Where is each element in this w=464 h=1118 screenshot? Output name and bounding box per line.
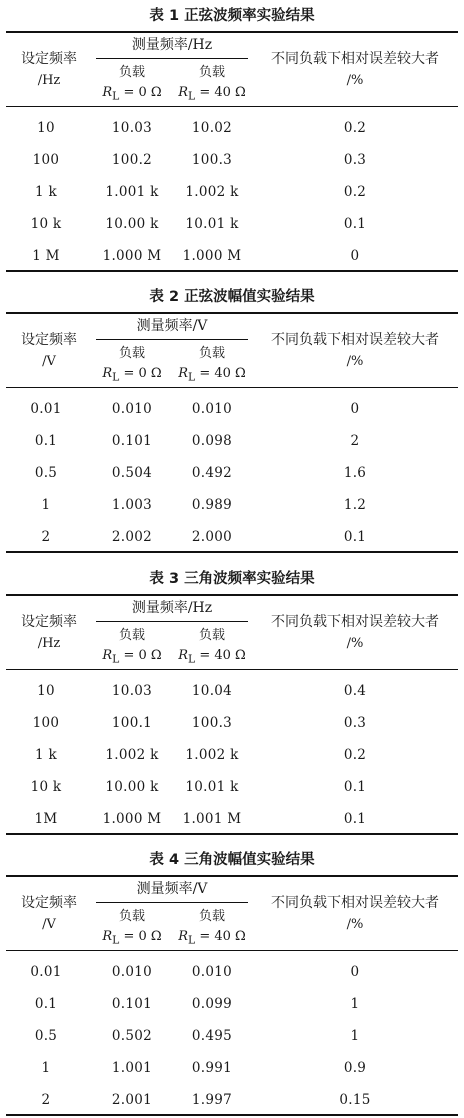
load-label: 负载: [198, 628, 225, 643]
set-unit-header: /Hz: [37, 73, 61, 88]
rl-subscript: L: [112, 89, 120, 103]
measured-header: 测量频率/Hz: [131, 600, 213, 616]
error-header: 不同负载下相对误差较大者: [271, 614, 439, 630]
header-rule: [6, 669, 458, 670]
rl-symbol: R: [102, 648, 113, 663]
rl-symbol: R: [178, 366, 188, 381]
set-value: 10 k: [30, 216, 62, 232]
err-value: 1: [350, 1028, 360, 1044]
r0-value: 0.504: [111, 465, 153, 481]
error-unit-header: /%: [346, 73, 364, 88]
set-value: 0.5: [34, 465, 58, 481]
err-value: 0: [350, 401, 360, 417]
load-label: 负载: [118, 346, 145, 361]
r40-value: 1.002 k: [185, 747, 239, 763]
error-unit-header: /%: [346, 917, 364, 932]
r40-value: 1.002 k: [185, 184, 239, 200]
set-value: 1: [41, 497, 51, 513]
bottom-rule: [6, 551, 458, 553]
header-rule: [6, 106, 458, 107]
r0-value: 2.001: [111, 1092, 153, 1108]
err-value: 2: [350, 433, 360, 449]
top-rule: [6, 31, 458, 33]
err-value: 1.6: [343, 465, 367, 481]
rl-value: = 0 Ω: [123, 366, 162, 381]
load-label: 负载: [198, 909, 225, 924]
rl-0-label: [92, 365, 172, 386]
err-value: 0: [350, 248, 360, 264]
set-value: 1 k: [35, 184, 57, 200]
rl-40-label: [172, 928, 252, 949]
group-rule: [96, 621, 248, 622]
table-1: [6, 2, 458, 272]
r40-value: 0.495: [191, 1028, 233, 1044]
r40-value: 0.010: [191, 964, 233, 980]
err-value: 0.1: [343, 779, 367, 795]
load-label: 负载: [198, 346, 225, 361]
set-value: 10 k: [30, 779, 62, 795]
err-value: 1.2: [343, 497, 367, 513]
rl-value: = 40 Ω: [199, 85, 246, 100]
r0-value: 10.00 k: [105, 779, 159, 795]
bottom-rule: [6, 833, 458, 835]
r40-value: 0.099: [191, 996, 233, 1012]
r40-value: 0.010: [191, 401, 233, 417]
err-value: 0.4: [343, 683, 367, 699]
rl-subscript: L: [112, 652, 120, 666]
set-value: 0.5: [34, 1028, 58, 1044]
set-value: 100: [32, 152, 60, 168]
load-label: 负载: [118, 909, 145, 924]
r0-value: 10.00 k: [105, 216, 159, 232]
table-body: [6, 112, 458, 272]
r40-value: 10.02: [191, 120, 233, 136]
table-body: [6, 675, 458, 835]
r40-value: 0.991: [191, 1060, 233, 1076]
rl-value: = 40 Ω: [199, 366, 246, 381]
top-rule: [6, 875, 458, 877]
rl-subscript: L: [187, 933, 196, 947]
set-value: 10: [37, 683, 55, 699]
err-value: 0.15: [339, 1092, 371, 1108]
r40-value: 10.01 k: [185, 779, 239, 795]
r0-value: 10.03: [111, 120, 153, 136]
set-value: 0.01: [30, 964, 62, 980]
set-value: 0.01: [30, 401, 62, 417]
r40-value: 10.01 k: [185, 216, 239, 232]
r0-value: 1.000 M: [102, 248, 162, 264]
rl-value: = 40 Ω: [199, 648, 246, 663]
rl-40-label: [172, 365, 252, 386]
table-caption: 表 3 三角波频率实验结果: [149, 571, 315, 587]
r0-value: 1.000 M: [102, 811, 162, 827]
err-value: 0.9: [343, 1060, 367, 1076]
set-value: 1: [41, 1060, 51, 1076]
r40-value: 0.098: [191, 433, 233, 449]
r0-value: 2.002: [111, 529, 153, 545]
err-value: 0.2: [343, 747, 367, 763]
measured-header: 测量频率/Hz: [131, 37, 213, 53]
measured-header: 测量频率/V: [136, 318, 208, 334]
rl-40-label: [172, 84, 252, 105]
r0-value: 100.2: [111, 152, 153, 168]
r40-value: 100.3: [191, 152, 233, 168]
top-rule: [6, 594, 458, 596]
set-value: 1 M: [32, 248, 60, 264]
error-unit-header: /%: [346, 636, 364, 651]
group-rule: [96, 902, 248, 903]
rl-40-label: [172, 647, 252, 668]
set-unit-header: /V: [42, 354, 56, 369]
group-rule: [96, 339, 248, 340]
set-value: 1 k: [35, 747, 57, 763]
rl-subscript: L: [112, 370, 120, 384]
set-value: 2: [41, 1092, 51, 1108]
load-label: 负载: [118, 628, 145, 643]
rl-symbol: R: [102, 366, 113, 381]
r0-value: 0.010: [111, 401, 153, 417]
rl-symbol: R: [178, 85, 188, 100]
err-value: 1: [350, 996, 360, 1012]
bottom-rule: [6, 270, 458, 272]
err-value: 0.2: [343, 120, 367, 136]
rl-symbol: R: [102, 85, 113, 100]
r0-value: 10.03: [111, 683, 153, 699]
rl-value: = 0 Ω: [123, 648, 162, 663]
rl-symbol: R: [102, 929, 113, 944]
r40-value: 100.3: [191, 715, 233, 731]
set-header: 设定频率: [21, 332, 77, 348]
set-header: 设定频率: [21, 895, 77, 911]
set-value: 0.1: [34, 433, 58, 449]
rl-subscript: L: [187, 89, 196, 103]
err-value: 0.1: [343, 216, 367, 232]
rl-symbol: R: [178, 929, 188, 944]
set-value: 10: [37, 120, 55, 136]
measured-header: 测量频率/V: [136, 881, 208, 897]
err-value: 0.1: [343, 811, 367, 827]
error-header: 不同负载下相对误差较大者: [271, 332, 439, 348]
r0-value: 100.1: [111, 715, 153, 731]
rl-subscript: L: [112, 933, 120, 947]
r40-value: 1.997: [191, 1092, 233, 1108]
err-value: 0.2: [343, 184, 367, 200]
r0-value: 0.010: [111, 964, 153, 980]
r0-value: 0.502: [111, 1028, 153, 1044]
set-unit-header: /V: [42, 917, 56, 932]
table-3: [6, 565, 458, 835]
set-unit-header: /Hz: [37, 636, 61, 651]
error-unit-header: /%: [346, 354, 364, 369]
header-rule: [6, 387, 458, 388]
rl-value: = 40 Ω: [199, 929, 246, 944]
group-rule: [96, 58, 248, 59]
table-caption: 表 4 三角波幅值实验结果: [149, 852, 315, 868]
set-value: 100: [32, 715, 60, 731]
bottom-rule: [6, 1114, 458, 1116]
header-rule: [6, 950, 458, 951]
err-value: 0.3: [343, 715, 367, 731]
r40-value: 1.000 M: [182, 248, 242, 264]
rl-0-label: [92, 84, 172, 105]
top-rule: [6, 312, 458, 314]
load-label: 负载: [118, 65, 145, 80]
rl-symbol: R: [178, 648, 188, 663]
err-value: 0: [350, 964, 360, 980]
r0-value: 1.001: [111, 1060, 153, 1076]
r40-value: 0.989: [191, 497, 233, 513]
r40-value: 1.001 M: [182, 811, 242, 827]
table-caption: 表 2 正弦波幅值实验结果: [149, 289, 315, 305]
r40-value: 2.000: [191, 529, 233, 545]
set-value: 0.1: [34, 996, 58, 1012]
r40-value: 0.492: [191, 465, 233, 481]
table-body: [6, 393, 458, 553]
set-value: 2: [41, 529, 51, 545]
rl-0-label: [92, 647, 172, 668]
r40-value: 10.04: [191, 683, 233, 699]
table-4: [6, 846, 458, 1116]
table-body: [6, 956, 458, 1116]
rl-value: = 0 Ω: [123, 929, 162, 944]
set-header: 设定频率: [21, 51, 77, 67]
load-label: 负载: [198, 65, 225, 80]
rl-subscript: L: [187, 370, 196, 384]
rl-value: = 0 Ω: [123, 85, 162, 100]
set-header: 设定频率: [21, 614, 77, 630]
r0-value: 0.101: [111, 996, 153, 1012]
set-value: 1M: [34, 811, 58, 827]
err-value: 0.1: [343, 529, 367, 545]
table-2: [6, 283, 458, 553]
error-header: 不同负载下相对误差较大者: [271, 51, 439, 67]
r0-value: 1.003: [111, 497, 153, 513]
err-value: 0.3: [343, 152, 367, 168]
r0-value: 1.002 k: [105, 747, 159, 763]
r0-value: 0.101: [111, 433, 153, 449]
table-caption: 表 1 正弦波频率实验结果: [149, 8, 315, 24]
r0-value: 1.001 k: [105, 184, 159, 200]
rl-subscript: L: [187, 652, 196, 666]
error-header: 不同负载下相对误差较大者: [271, 895, 439, 911]
rl-0-label: [92, 928, 172, 949]
